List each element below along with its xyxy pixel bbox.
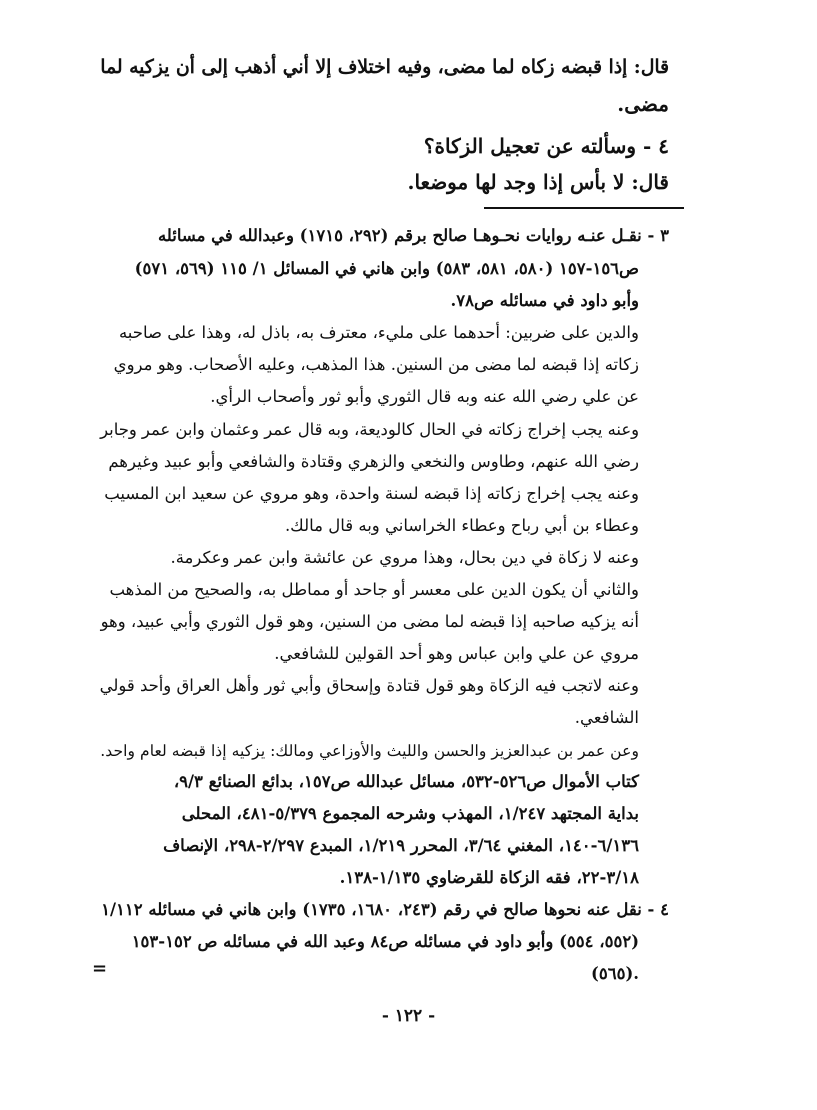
footnote-line: والثاني أن يكون الدين على معسر أو جاحد أو مماطل به، والصحيح من المذهب	[109, 580, 639, 599]
footnote-line: وعنه يجب إخراج زكاته في الحال كالوديعة، وبه قال عمر وعثمان وابن عمر وجابر	[100, 420, 639, 439]
footnote-line: وعن عمر بن عبدالعزيز والحسن والليث والأوزاعي ومالك: يزكيه إذا قبضه لعام واحد.	[100, 741, 639, 760]
footnote-line: كتاب الأموال ص٥٢٦-٥٣٢، مسائل عبدالله ص١٥٧، بدائع الصنائع ٩/٣،	[173, 772, 639, 791]
footnote-line: رضي الله عنهم، وطاوس والنخعي والزهري وقتادة والشافعي وأبو عبيد وغيرهم	[108, 452, 639, 471]
footnote-line: ص١٥٦-١٥٧ (٥٨٠، ٥٨١، ٥٨٣) وابن هاني في المسائل ١/ ١١٥ (٥٦٩، ٥٧١)	[134, 259, 639, 278]
footnote-line: (٥٥٢، ٥٥٤) وأبو داود في مسائله ص٨٤ وعبد الله في مسائله ص ١٥٢-١٥٣	[131, 932, 639, 951]
footnote-line: عن علي رضي الله عنه وبه قال الثوري وأبو ثور وأصحاب الرأي.	[210, 387, 639, 406]
footnote-line: وعنه لا زكاة في دين بحال، وهذا مروي عن عائشة وابن عمر وعكرمة.	[170, 548, 639, 567]
footnote-line: والدين على ضربين: أحدهما على مليء، معترف به، باذل له، وهذا على صاحبه	[118, 323, 639, 342]
footnote-line: الشافعي.	[574, 708, 639, 727]
footnote-line: أنه يزكيه صاحبه إذا قبضه لما مضى من السنين، وهو قول الثوري وأبي عبيد، وهو	[100, 612, 639, 631]
footnote-line: وعطاء بن أبي رباح وعطاء الخراساني وبه قال مالك.	[284, 516, 639, 535]
main-text-line: مضى.	[617, 92, 669, 116]
footnote-line: مروي عن علي وابن عباس وهو أحد القولين للشافعي.	[274, 644, 639, 663]
footnote-line: ٣/١٨-٢٢، فقه الزكاة للقرضاوي ١/١٣٥-١٣٨.	[339, 868, 639, 887]
continuation-mark: =	[92, 958, 108, 979]
footnote-line: ٣ - نقـل عنـه روايات نحـوهـا صالح برقم (٢٩٢، ١٧١٥) وعبدالله في مسائله	[157, 226, 669, 245]
page-number: - ١٢٢ -	[381, 1006, 436, 1026]
footnote-separator	[484, 207, 684, 209]
footnote-line: وأبو داود في مسائله ص٧٨.	[450, 291, 639, 310]
footnote-line: وعنه لاتجب فيه الزكاة وهو قول قتادة وإسحاق وأبي ثور وأهل العراق وأحد قولي	[99, 676, 639, 695]
main-text-answer: قال: لا بأس إذا وجد لها موضعا.	[407, 170, 669, 194]
footnote-line: وعنه يجب إخراج زكاته إذا قبضه لسنة واحدة، وهو مروي عن سعيد ابن المسيب	[104, 484, 639, 503]
main-text-question: ٤ - وسألته عن تعجيل الزكاة؟	[423, 134, 669, 158]
footnote-line: ٦/١٣٦-١٤٠، المغني ٣/٦٤، المحرر ١/٢١٩، المبدع ٢/٢٩٧-٢٩٨، الإنصاف	[163, 836, 639, 855]
footnote-line: زكاته إذا قبضه لما مضى من السنين. هذا المذهب، وعليه الأصحاب. وهو مروي	[113, 355, 639, 374]
footnote-line: بداية المجتهد ١/٢٤٧، المهذب وشرحه المجموع ٥/٣٧٩-٤٨١، المحلى	[181, 804, 639, 823]
footnote-line: (٥٦٥).	[591, 964, 639, 983]
footnote-line: ٤ - نقل عنه نحوها صالح في رقم (٢٤٣، ١٦٨٠، ١٧٣٥) وابن هاني في مسائله ١/١١٢	[101, 900, 669, 919]
main-text-line: قال: إذا قبضه زكاه لما مضى، وفيه اختلاف إلا أني أذهب إلى أن يزكيه لما	[100, 56, 669, 78]
